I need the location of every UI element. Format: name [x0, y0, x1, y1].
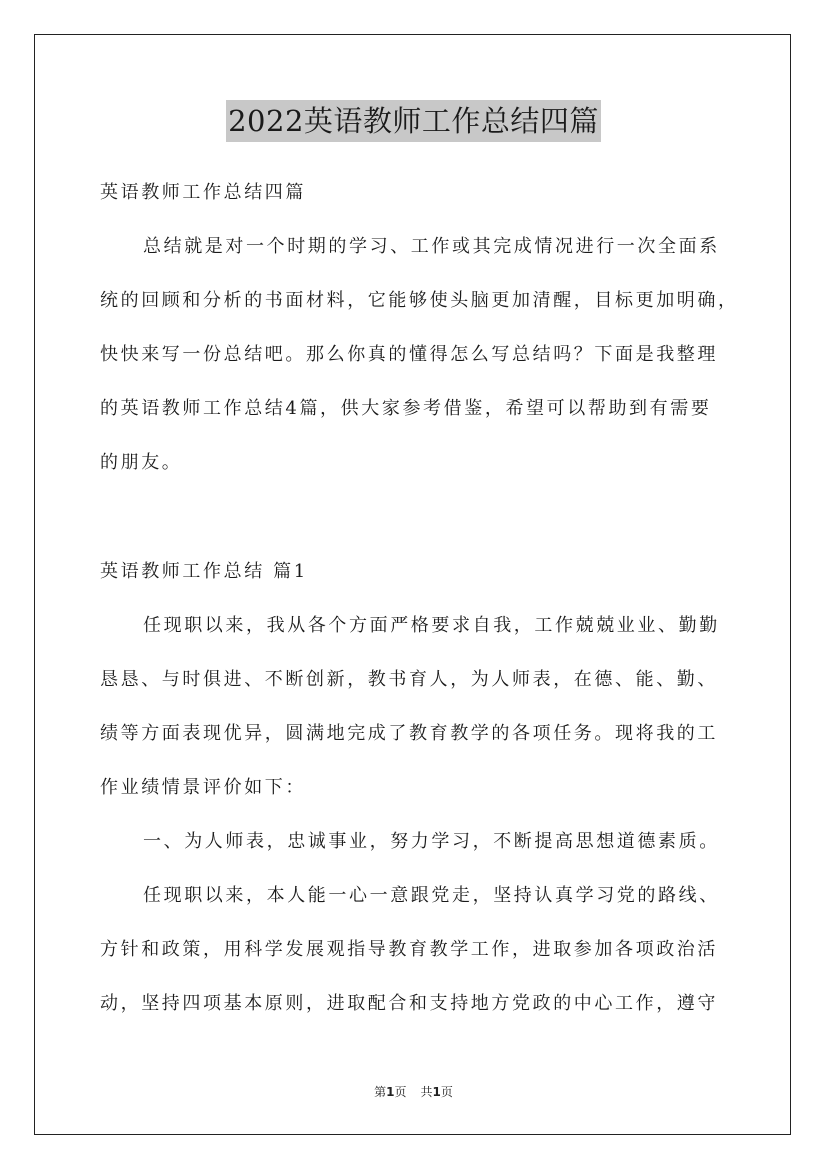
- section-para2-line-2: 方针和政策，用科学发展观指导教育教学工作，进取参加各项政治活: [100, 939, 718, 960]
- section-para2-line-3: 动，坚持四项基本原则，进取配合和支持地方党政的中心工作，遵守: [100, 993, 718, 1014]
- page-footer: [0, 1083, 827, 1100]
- footer-page-current: 1: [386, 1085, 395, 1099]
- intro-line-2: 统的回顾和分析的书面材料，它能够使头脑更加清醒，目标更加明确，: [100, 290, 739, 311]
- document-title-text: 2022英语教师工作总结四篇: [226, 100, 601, 142]
- document-title: [0, 100, 827, 142]
- intro-line-5: 的朋友。: [100, 452, 183, 473]
- intro-line-3: 快快来写一份总结吧。那么你真的懂得怎么写总结吗？下面是我整理: [100, 344, 718, 365]
- section-para1-line-2: 恳恳、与时俱进、不断创新，教书育人，为人师表，在德、能、勤、: [100, 669, 718, 690]
- section-para1-line-4: 作业绩情景评价如下：: [100, 777, 306, 798]
- footer-page-prefix: 第: [374, 1085, 387, 1099]
- footer-page-suffix: 页: [394, 1085, 407, 1099]
- intro-line-1: 总结就是对一个时期的学习、工作或其完成情况进行一次全面系: [143, 236, 720, 257]
- section-para1-line-3: 绩等方面表现优异，圆满地完成了教育教学的各项任务。现将我的工: [100, 723, 718, 744]
- intro-line-4: 的英语教师工作总结4篇，供大家参考借鉴，希望可以帮助到有需要: [100, 398, 712, 419]
- footer-total-pages: 1: [432, 1085, 441, 1099]
- section-para1-line-1: 任现职以来，我从各个方面严格要求自我，工作兢兢业业、勤勤: [143, 615, 720, 636]
- section-para2-line-1: 任现职以来，本人能一心一意跟党走，坚持认真学习党的路线、: [143, 885, 720, 906]
- section-heading: 英语教师工作总结 篇1: [100, 561, 308, 582]
- document-subtitle: 英语教师工作总结四篇: [100, 182, 306, 203]
- footer-total-prefix: 共: [420, 1085, 433, 1099]
- footer-total-suffix: 页: [440, 1085, 453, 1099]
- section-point-1: 一、为人师表，忠诚事业，努力学习，不断提高思想道德素质。: [143, 831, 720, 852]
